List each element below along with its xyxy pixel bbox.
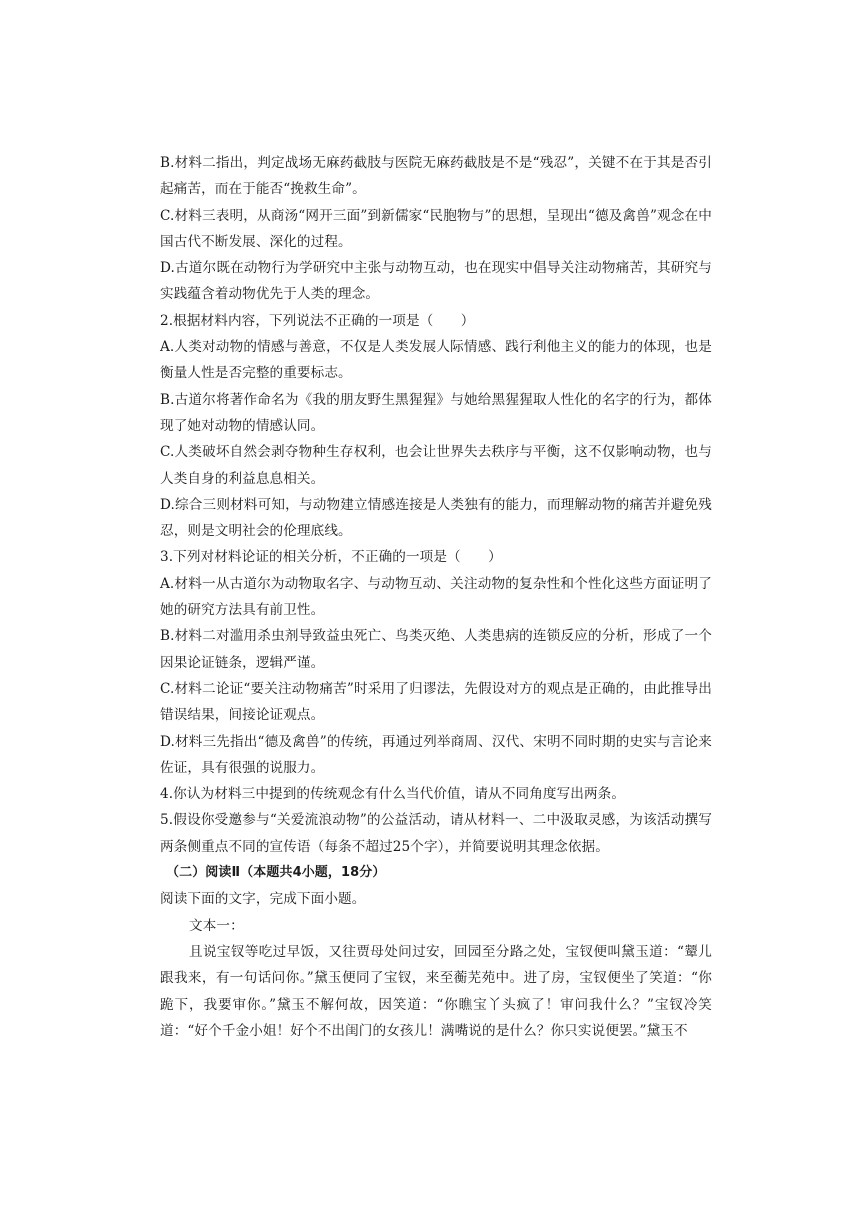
option-2b: B.古道尔将著作命名为《我的朋友野生黑猩猩》与她给黑猩猩取人性化的名字的行为，都体现了她对动物的情感认同。	[160, 391, 712, 434]
option-1c: C.材料三表明，从商汤“网开三面”到新儒家“民胞物与”的思想，呈现出“德及禽兽”观念在中国古代不断发展、深化的过程。	[160, 207, 712, 250]
question-5: 5.假设你受邀参与“关爱流浪动物”的公益活动，请从材料一、二中汲取灵感，为该活动撰写两条侧重点不同的宣传语（每条不超过25个字），并简要说明其理念依据。	[160, 812, 712, 855]
option-3a: A.材料一从古道尔为动物取名字、与动物互动、关注动物的复杂性和个性化这些方面证明了她的研究方法具有前卫性。	[160, 575, 712, 619]
question-4: 4.你认为材料三中提到的传统观念有什么当代价值，请从不同角度写出两条。	[160, 786, 626, 803]
option-1b: B.材料二指出，判定战场无麻药截肢与医院无麻药截肢是不是“残忍”，关键不在于其是否引起痛苦，而在于能否“挽救生命”。	[160, 155, 712, 198]
option-3d: D.材料三先指出“德及禽兽”的传统，再通过列举商周、汉代、宋明不同时期的史实与言论来佐证，具有很强的说服力。	[160, 733, 712, 776]
option-2a: A.人类对动物的情感与善意，不仅是人类发展人际情感、践行利他主义的能力的体现，也是衡量人性是否完整的重要标志。	[160, 339, 712, 382]
text-one-label: 文本一：	[189, 917, 244, 934]
question-text-block	[160, 150, 712, 1044]
question-3: 3.下列对材料论证的相关分析，不正确的一项是（ ）	[160, 549, 502, 566]
passage-paragraph: 且说宝钗等吃过早饭，又往贾母处问过安，回园至分路之处，宝钗便叫黛玉道：“颦儿跟我来，有一句话问你。”黛玉便同了宝钗，来至蘅芜苑中。进了房，宝钗便坐了笑道：“你跪下，我要审你。”黛玉不解何故，因笑道：“你瞧宝丫头疯了！审问我什么？”宝钗冷笑道：“好个千金小姐！好个不出闺门的女孩儿！满嘴说的是什么？你只实说便罢。”黛玉不	[160, 943, 712, 1039]
reading-instruction: 阅读下面的文字，完成下面小题。	[160, 891, 366, 908]
option-3b: B.材料二对滥用杀虫剂导致益虫死亡、鸟类灭绝、人类患病的连锁反应的分析，形成了一个因果论证链条，逻辑严谨。	[160, 628, 712, 671]
option-1d: D.古道尔既在动物行为学研究中主张与动物互动，也在现实中倡导关注动物痛苦，其研究与实践蕴含着动物优先于人类的理念。	[160, 260, 712, 303]
question-2: 2.根据材料内容，下列说法不正确的一项是（ ）	[160, 312, 475, 329]
option-3c: C.材料二论证“要关注动物痛苦”时采用了归谬法，先假设对方的观点是正确的，由此推导出错误结果，间接论证观点。	[160, 680, 712, 724]
option-2c: C.人类破坏自然会剥夺物种生存权利，也会让世界失去秩序与平衡，这不仅影响动物，也与人类自身的利益息息相关。	[160, 444, 712, 487]
section-heading: （二）阅读Ⅱ（本题共4小题，18分）	[166, 865, 386, 881]
option-2d: D.综合三则材料可知，与动物建立情感连接是人类独有的能力，而理解动物的痛苦并避免残忍，则是文明社会的伦理底线。	[160, 496, 712, 540]
